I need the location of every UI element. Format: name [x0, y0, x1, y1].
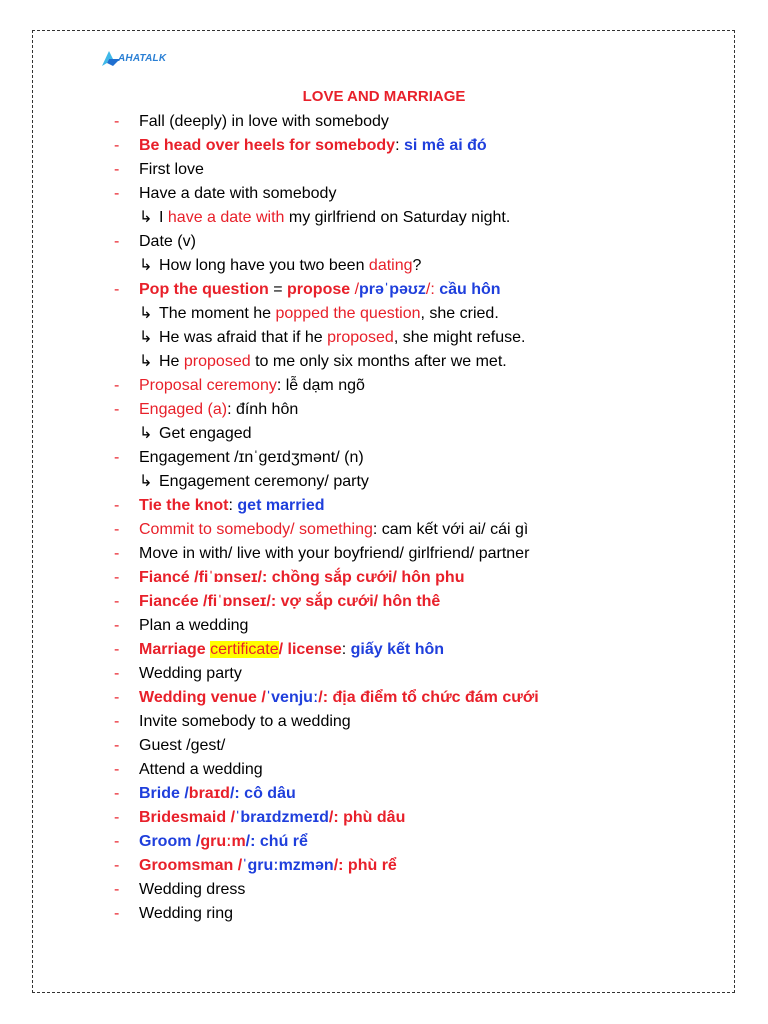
item-text — [139, 446, 364, 470]
arrow-icon: ↳ — [139, 209, 153, 226]
text-segment: How long have you two been — [159, 257, 369, 274]
bullet-dash: - — [114, 905, 120, 922]
text-segment: / — [350, 281, 360, 298]
text-segment: Wedding venue / — [139, 689, 266, 706]
item-text — [139, 302, 499, 326]
text-segment: : — [228, 497, 238, 514]
text-segment: Tie the knot — [139, 497, 229, 514]
text-segment: Date (v) — [139, 233, 196, 250]
bullet-dash: - — [114, 185, 120, 202]
bullet-dash: - — [114, 401, 120, 418]
arrow-icon: ↳ — [139, 305, 153, 322]
item-text — [139, 566, 464, 590]
text-segment: get married — [237, 497, 325, 514]
text-segment: ˈvenjuː — [265, 689, 319, 706]
text-segment: Wedding party — [139, 665, 242, 682]
text-segment: ɡruːm — [200, 833, 246, 850]
text-segment: /: cô dâu — [229, 785, 296, 802]
text-segment: prəˈpəʊz — [359, 281, 426, 298]
bullet-dash: - — [114, 161, 120, 178]
bullet-dash: - — [114, 713, 120, 730]
text-segment: proposed — [327, 329, 394, 346]
text-segment: Engagement /ɪnˈɡeɪdʒmənt/ (n) — [139, 449, 364, 466]
item-text — [139, 518, 528, 542]
text-segment: Groom / — [139, 833, 201, 850]
text-segment: Bridesmaid / — [139, 809, 236, 826]
text-segment: I — [159, 209, 168, 226]
text-segment: Proposal ceremony — [139, 377, 277, 394]
text-segment: si mê ai đó — [403, 137, 487, 154]
item-text — [139, 110, 389, 134]
text-segment: Fiancé /fiˈɒnseɪ/: chồng sắp cưới/ hôn phu — [139, 569, 465, 586]
text-segment: First love — [139, 161, 204, 178]
bullet-dash: - — [114, 833, 120, 850]
text-segment: /: — [425, 281, 440, 298]
arrow-icon: ↳ — [139, 473, 153, 490]
arrow-icon: ↳ — [139, 257, 153, 274]
bullet-dash: - — [114, 641, 120, 658]
item-text — [139, 830, 308, 854]
page-border — [32, 30, 735, 993]
bullet-dash: - — [114, 113, 120, 130]
item-text — [139, 614, 248, 638]
item-text — [139, 902, 233, 926]
text-segment: popped the question — [275, 305, 421, 322]
text-segment: Invite somebody to a wedding — [139, 713, 351, 730]
item-text — [139, 854, 397, 878]
item-text — [139, 710, 351, 734]
item-text — [139, 374, 365, 398]
text-segment: : — [341, 641, 351, 658]
item-text — [139, 734, 225, 758]
text-segment: Groomsman / — [139, 857, 243, 874]
text-segment: ˈɡruːmzmən — [242, 857, 334, 874]
text-segment: proposed — [183, 353, 251, 370]
arrow-icon: ↳ — [139, 353, 153, 370]
bullet-dash: - — [114, 617, 120, 634]
text-segment: /: chú rể — [245, 833, 308, 850]
text-segment: He was afraid that if he — [159, 329, 328, 346]
text-segment: , she cried. — [420, 305, 499, 322]
text-segment: have a date with — [167, 209, 285, 226]
item-text — [139, 134, 487, 158]
text-segment: : lễ dạm ngõ — [276, 377, 365, 394]
text-segment: Guest /gest/ — [139, 737, 226, 754]
text-segment: cầu hôn — [439, 281, 501, 298]
bullet-dash: - — [114, 689, 120, 706]
item-text — [139, 206, 510, 230]
text-segment: Engaged (a) — [139, 401, 228, 418]
text-segment: /: địa điểm tổ chức đám cưới — [318, 689, 539, 706]
ahatalk-logo — [100, 48, 166, 68]
text-segment: = — [268, 281, 288, 298]
text-segment: Have a date with somebody — [139, 185, 337, 202]
text-segment: , she might refuse. — [393, 329, 526, 346]
text-segment: Bride / — [139, 785, 189, 802]
item-text — [139, 254, 421, 278]
bullet-dash: - — [114, 521, 120, 538]
bullet-dash: - — [114, 737, 120, 754]
item-text — [139, 278, 501, 302]
text-segment: to me only six months after we met. — [250, 353, 507, 370]
bullet-dash: - — [114, 137, 120, 154]
bullet-dash: - — [114, 377, 120, 394]
text-segment: Move in with/ live with your boyfriend/ girlfriend/ partner — [139, 545, 530, 562]
text-segment: /: phù rể — [333, 857, 397, 874]
text-segment: Wedding ring — [139, 905, 233, 922]
item-text — [139, 662, 242, 686]
text-segment: Get engaged — [159, 425, 252, 442]
bullet-dash: - — [114, 593, 120, 610]
bullet-dash: - — [114, 545, 120, 562]
bullet-dash: - — [114, 857, 120, 874]
text-segment: : đính hôn — [227, 401, 299, 418]
text-segment: ˈbraɪdzmeɪd — [235, 809, 329, 826]
arrow-icon: ↳ — [139, 329, 153, 346]
bullet-dash: - — [114, 449, 120, 466]
item-text — [139, 878, 245, 902]
text-segment: The moment he — [159, 305, 276, 322]
bullet-dash: - — [114, 881, 120, 898]
item-text — [139, 638, 444, 662]
item-text — [139, 158, 204, 182]
text-segment: ? — [412, 257, 422, 274]
text-segment: Pop the question — [139, 281, 269, 298]
text-segment: Wedding dress — [139, 881, 246, 898]
bullet-dash: - — [114, 233, 120, 250]
text-segment: certificate — [210, 641, 279, 658]
page-title: LOVE AND MARRIAGE — [302, 88, 466, 105]
item-text — [139, 542, 529, 566]
item-text — [139, 758, 263, 782]
text-segment: Engagement ceremony/ party — [159, 473, 369, 490]
text-segment: He — [159, 353, 184, 370]
item-text — [139, 494, 325, 518]
item-text — [139, 686, 539, 710]
bullet-dash: - — [114, 665, 120, 682]
text-segment: Attend a wedding — [139, 761, 263, 778]
bullet-dash: - — [114, 497, 120, 514]
bullet-dash: - — [114, 281, 120, 298]
item-text — [139, 398, 298, 422]
text-segment: Fall (deeply) in love with somebody — [139, 113, 389, 130]
logo-text: AHATALK — [118, 52, 167, 64]
text-segment: Be head over heels for somebody — [139, 137, 396, 154]
item-text — [139, 806, 405, 830]
text-segment: propose — [287, 281, 351, 298]
item-text — [139, 230, 196, 254]
bullet-dash: - — [114, 809, 120, 826]
item-text — [139, 590, 440, 614]
item-text — [139, 422, 252, 446]
text-segment: : — [395, 137, 404, 154]
item-text — [139, 182, 336, 206]
text-segment: / license — [278, 641, 342, 658]
text-segment: dating — [368, 257, 413, 274]
text-segment: : cam kết với ai/ cái gì — [372, 521, 529, 538]
text-segment: Plan a wedding — [139, 617, 249, 634]
arrow-icon: ↳ — [139, 425, 153, 442]
item-text — [139, 326, 525, 350]
text-segment: Fiancée /fiˈɒnseɪ/: vợ sắp cưới/ hôn thê — [139, 593, 441, 610]
text-segment: Commit to somebody/ something — [139, 521, 373, 538]
text-segment: /: phù dâu — [328, 809, 406, 826]
text-segment: my girlfriend on Saturday night. — [284, 209, 511, 226]
item-text — [139, 470, 369, 494]
bullet-dash: - — [114, 569, 120, 586]
bullet-dash: - — [114, 761, 120, 778]
text-segment: Marriage — [139, 641, 211, 658]
bullet-dash: - — [114, 785, 120, 802]
text-segment: braɪd — [188, 785, 230, 802]
item-text — [139, 782, 296, 806]
item-text — [139, 350, 507, 374]
text-segment: giấy kết hôn — [350, 641, 445, 658]
